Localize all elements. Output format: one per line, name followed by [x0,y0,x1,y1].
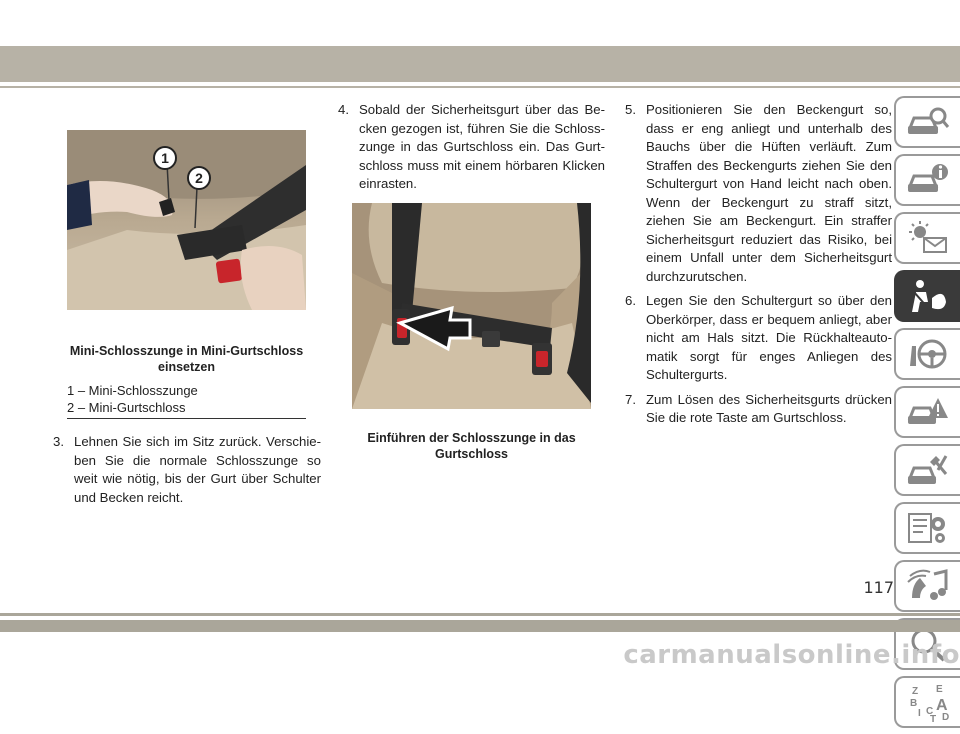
specifications-gear-icon [906,510,950,546]
step-5 [625,101,892,286]
step-6-number: 6. [625,293,636,308]
callout-1-label: 1 [161,150,169,166]
index-letter-z: Z [912,686,919,697]
index-letter-e: E [936,684,943,695]
tab-safety[interactable] [894,270,960,322]
index-letter-c: C [926,706,934,717]
tab-car-info[interactable] [894,154,960,206]
column-1-text [53,433,321,507]
car-service-icon [906,452,950,488]
figure1-caption: Mini-Schlosszunge in Mini-Gurtschloss einsetzen [69,344,304,374]
step-6 [625,292,892,385]
watermark: carmanualsonline.info [623,640,960,670]
tab-multimedia[interactable] [894,560,960,612]
index-letter-i: I [918,708,921,719]
step-7-text: Zum Lösen des Sicherheitsgurts drücken Sie die rote Taste am Gurtschloss. [646,391,892,425]
step-4-number: 4. [338,102,349,117]
index-letter-d: D [942,712,950,723]
step-4-text: Sobald der Sicherheitsgurt über das Becken gezogen ist, führen Sie die Schlosszunge in das Gurtschloss ein. Das Gurtschloss muss mit einem hörbaren Klicken einrasten. [359,102,605,191]
legend-item-2: 2 – Mini-Gurtschloss [67,400,186,415]
step-4 [338,101,605,194]
footer-bar [0,620,960,632]
steering-wheel-icon [906,336,950,372]
tab-emergency[interactable] [894,386,960,438]
step-5-text: Positionieren Sie den Beckengurt so, dass er eng anliegt und unterhalb des Bauchs über die Hüften verläuft. Zum Straffen des Beckengurts ziehen Sie den Schultergurt von Hand leicht nach oben. Wenn der Beckengurt zu straff sitzt, ziehen Sie am Beckengurt. Ein straffer Sicherheitsgurt reduziert das Risiko, bei einem Unfall unter dem Sicherheitsgurt durchzurutschen. [646,102,892,284]
tab-service[interactable] [894,444,960,496]
callout-2-label: 2 [195,170,203,186]
step-7 [625,391,892,428]
figure1-legend [67,382,306,416]
multimedia-icon [906,568,950,604]
warning-light-message-icon [906,220,950,256]
figure-buckle-insert-photo [352,203,591,409]
tab-warning-lights[interactable] [894,212,960,264]
car-hazard-icon [906,394,950,430]
page-number: 117 [863,578,894,597]
tab-index[interactable] [894,676,960,728]
index-letter-b: B [910,698,918,709]
index-letters-icon [906,682,950,725]
legend-rule [67,418,306,419]
car-info-icon [906,162,950,198]
step-7-number: 7. [625,391,636,407]
seatbelt-airbag-icon [906,278,950,314]
car-search-icon [906,104,950,140]
step-6-text: Legen Sie den Schultergurt so über den Oberkörper, dass er bequem anliegt, aber nicht am Hals sitzt. Die Rückhalteautomatik sorgt für enges Anliegen des Schultergurts. [646,293,892,382]
header-rule [0,86,960,88]
step-5-number: 5. [625,102,636,117]
step-3-number: 3. [53,434,64,449]
step-3-text: Lehnen Sie sich im Sitz zurück. Verschieben Sie die normale Schlosszunge so weit wie nötig, bis der Gurt über Schulter und Becken reicht. [74,434,321,505]
step-3 [53,433,321,507]
figure2-caption: Einführen der Schlosszunge in das Gurtschloss [367,431,576,461]
chapter-tabs [894,96,960,734]
tab-specifications[interactable] [894,502,960,554]
tab-car-search[interactable] [894,96,960,148]
figure2-caption-block [352,430,591,462]
figure1-caption-block [67,343,306,419]
index-letter-t: T [930,714,937,725]
index-letter-a: A [936,697,948,714]
header-bar [0,46,960,82]
figure-mini-buckle-photo [67,130,306,310]
footer-rule [0,613,960,616]
tab-driving[interactable] [894,328,960,380]
column-2-text [338,101,605,194]
column-3-text [625,101,892,428]
legend-item-1: 1 – Mini-Schlosszunge [67,383,198,398]
